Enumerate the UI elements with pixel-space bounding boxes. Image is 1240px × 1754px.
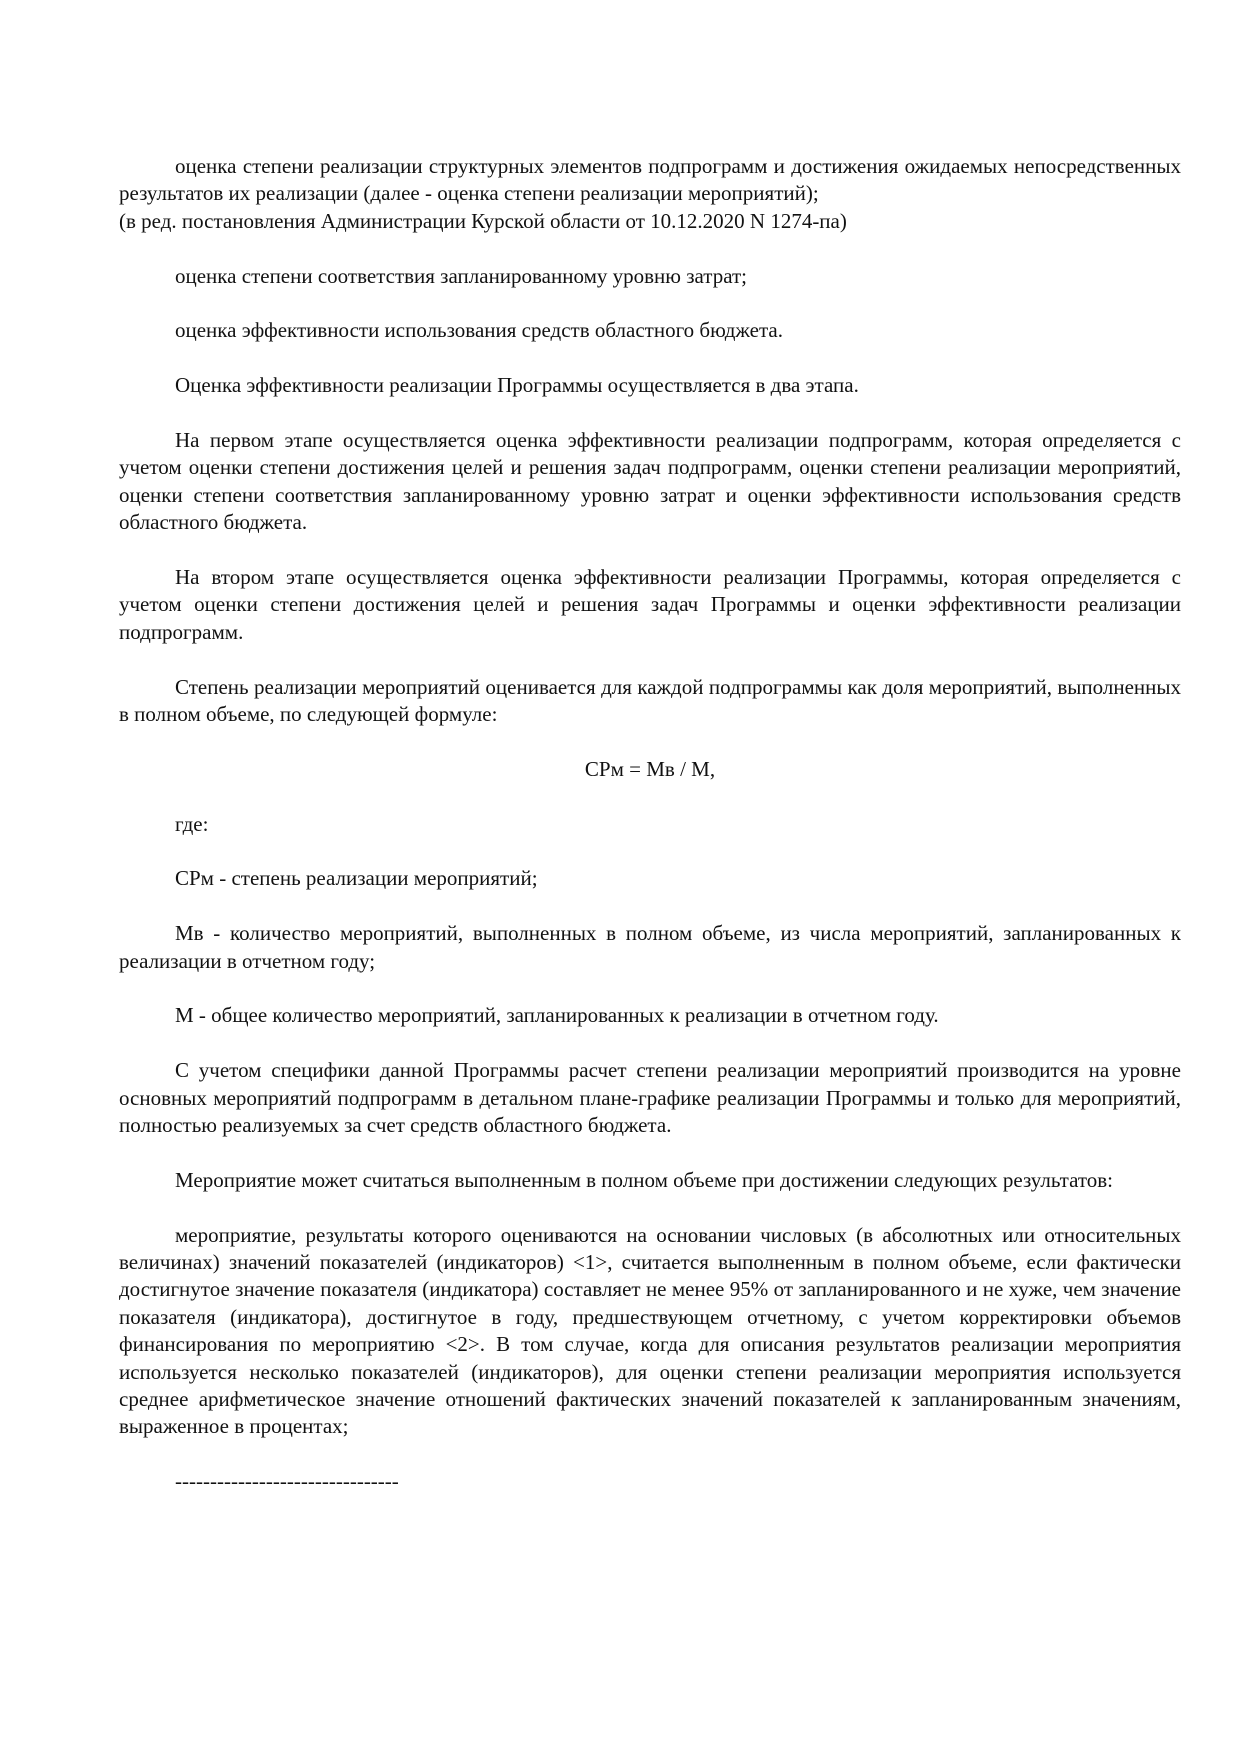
paragraph: Оценка эффективности реализации Программы осуществляется в два этапа.: [175, 373, 859, 398]
paragraph: оценка степени соответствия запланированному уровню затрат;: [175, 263, 748, 288]
paragraph: На втором этапе осуществляется оценка эффективности реализации Программы, которая определяется с учетом оценки степени достижения целей и решения задач Программы и оценки эффективности реализации подпрограмм.: [119, 565, 1181, 644]
paragraph: На первом этапе осуществляется оценка эффективности реализации подпрограмм, которая определяется с учетом оценки степени достижения целей и решения задач подпрограмм, оценки степени реализации мероприятий, оценки степени соответствия запланированному уровню затрат и оценки эффективности использования средств областного бюджета.: [119, 428, 1181, 535]
amendment-note: (в ред. постановления Администрации Курской области от 10.12.2020 N 1274-па): [119, 208, 847, 233]
paragraph: где:: [175, 811, 209, 836]
paragraph: мероприятие, результаты которого оцениваются на основании числовых (в абсолютных или относительных величинах) значений показателей (индикаторов) <1>, считается выполненным в полном объеме, если фактически достигнутое значение показателя (индикатора) составляет не менее 95% от запланированного и не хуже, чем значение показателя (индикатора), достигнутое в году, предшествующем отчетному, с учетом корректировки объемов финансирования по мероприятию <2>. В том случае, когда для описания результатов реализации мероприятия используется несколько показателей (индикаторов), для оценки степени реализации мероприятия используется среднее арифметическое значение отношений фактических значений показателей к запланированным значениям, выраженное в процентах;: [119, 1222, 1181, 1439]
footnote-separator: --------------------------------: [175, 1469, 399, 1494]
paragraph: оценка степени реализации структурных элементов подпрограмм и достижения ожидаемых непосредственных результатов их реализации (далее - оценка степени реализации мероприятий);: [119, 154, 1181, 206]
paragraph: Мероприятие может считаться выполненным в полном объеме при достижении следующих результатов:: [175, 1167, 1114, 1192]
formula: СРм = Мв / М,: [584, 756, 716, 781]
paragraph: СРм - степень реализации мероприятий;: [175, 866, 538, 891]
paragraph: Степень реализации мероприятий оценивается для каждой подпрограммы как доля мероприятий, выполненных в полном объеме, по следующей формуле:: [119, 674, 1181, 727]
paragraph: С учетом специфики данной Программы расчет степени реализации мероприятий производится на уровне основных мероприятий подпрограмм в детальном плане-графике реализации Программы и только для мероприятий, полностью реализуемых за счет средств областного бюджета.: [119, 1058, 1181, 1138]
paragraph: Мв - количество мероприятий, выполненных в полном объеме, из числа мероприятий, запланированных к реализации в отчетном году;: [119, 921, 1181, 973]
paragraph: оценка эффективности использования средств областного бюджета.: [175, 318, 783, 343]
document-page: [119, 153, 1181, 1496]
paragraph: М - общее количество мероприятий, запланированных к реализации в отчетном году.: [175, 1003, 939, 1028]
